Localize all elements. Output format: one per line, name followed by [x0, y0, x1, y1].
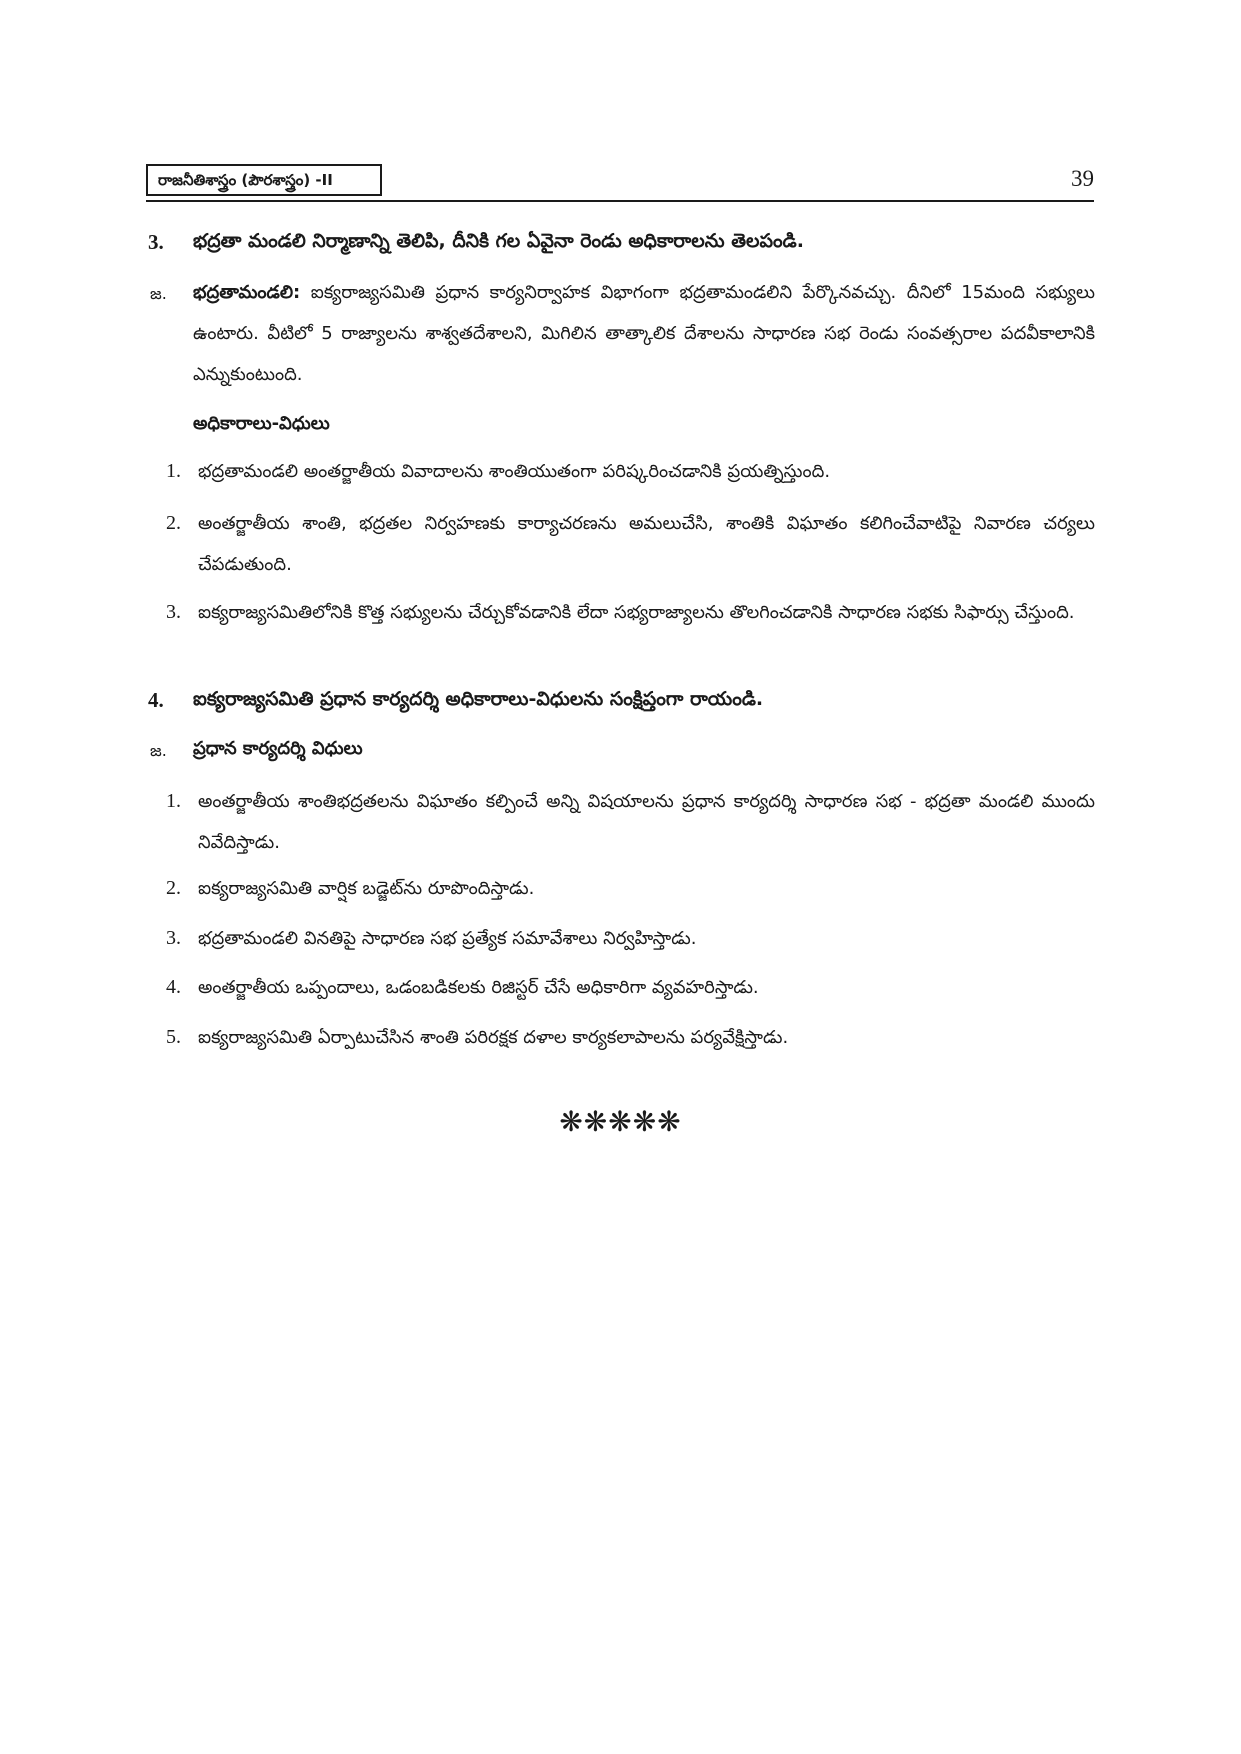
end-of-section-mark: ❋❋❋❋❋ [559, 1105, 682, 1138]
answer-marker: జ. [150, 741, 167, 760]
answer-body: ఐక్యరాజ్యసమితి ప్రధాన కార్యనిర్వాహక విభాగంగా భద్రతామండలిని పేర్కొనవచ్చు. దీనిలో 15మంది సభ్యులు ఉంటారు. వీటిలో 5 రాజ్యాలను శాశ్వతదేశాలని, మిగిలిన తాత్కాలిక దేశాలను సాధారణ సభ రెండు సంవత్సరాల పదవీకాలానికి ఎన్నుకుంటుంది. [193, 282, 1095, 385]
page-header [146, 164, 1094, 202]
book-title: రాజనీతిశాస్త్రం (పౌరశాస్త్రం) -II [146, 164, 382, 196]
list-item: అంతర్జాతీయ శాంతి, భద్రతల నిర్వహణకు కార్యాచరణను అమలుచేసి, శాంతికి విఘాతం కలిగించేవాటిపై నివారణ చర్యలు చేపడుతుంది. [198, 513, 1095, 575]
list-item-number: 1. [166, 790, 181, 812]
answer-lead: భద్రతామండలి: [193, 282, 301, 303]
list-item-number: 2. [166, 512, 181, 534]
question-number: 4. [148, 688, 164, 712]
question-text: ఐక్యరాజ్యసమితి ప్రధాన కార్యదర్శి అధికారాలు-విధులను సంక్షిప్తంగా రాయండి. [193, 688, 764, 710]
list-item: ఐక్యరాజ్యసమితిలోనికి కొత్త సభ్యులను చేర్చుకోవడానికి లేదా సభ్యరాజ్యాలను తొలగించడానికి సాధారణ సభకు సిఫార్సు చేస్తుంది. [198, 602, 1075, 623]
list-item: అంతర్జాతీయ ఒప్పందాలు, ఒడంబడికలకు రిజిస్టర్ చేసే అధికారిగా వ్యవహరిస్తాడు. [198, 977, 759, 998]
header-rule [146, 200, 1094, 202]
list-item-number: 3. [166, 601, 181, 623]
question-text: భద్రతా మండలి నిర్మాణాన్ని తెలిపి, దీనికి గల ఏవైనా రెండు అధికారాలను తెలపండి. [193, 230, 804, 252]
section-subheading: అధికారాలు-విధులు [193, 413, 330, 434]
list-item: ఐక్యరాజ్యసమితి ఏర్పాటుచేసిన శాంతి పరిరక్షక దళాల కార్యకలాపాలను పర్యవేక్షిస్తాడు. [198, 1027, 789, 1048]
answer-marker: జ. [150, 284, 167, 303]
question-number: 3. [148, 230, 164, 254]
list-item-number: 5. [166, 1026, 181, 1048]
answer-paragraph [193, 272, 1095, 395]
list-item-number: 3. [166, 927, 181, 949]
list-item: భద్రతామండలి అంతర్జాతీయ వివాదాలను శాంతియుతంగా పరిష్కరించడానికి ప్రయత్నిస్తుంది. [198, 461, 831, 482]
list-item: అంతర్జాతీయ శాంతిభద్రతలను విఘాతం కల్పించే అన్ని విషయాలను ప్రధాన కార్యదర్శి సాధారణ సభ - భద్రతా మండలి ముందు నివేదిస్తాడు. [198, 791, 1095, 853]
list-item: భద్రతామండలి వినతిపై సాధారణ సభ ప్రత్యేక సమావేశాలు నిర్వహిస్తాడు. [198, 928, 697, 949]
section-subheading: ప్రధాన కార్యదర్శి విధులు [193, 738, 363, 759]
page-number: 39 [1071, 166, 1094, 191]
list-item: ఐక్యరాజ్యసమితి వార్షిక బడ్జెట్‌ను రూపొందిస్తాడు. [198, 878, 535, 899]
list-item-number: 4. [166, 976, 181, 998]
list-item-number: 2. [166, 877, 181, 899]
list-item-number: 1. [166, 460, 181, 482]
